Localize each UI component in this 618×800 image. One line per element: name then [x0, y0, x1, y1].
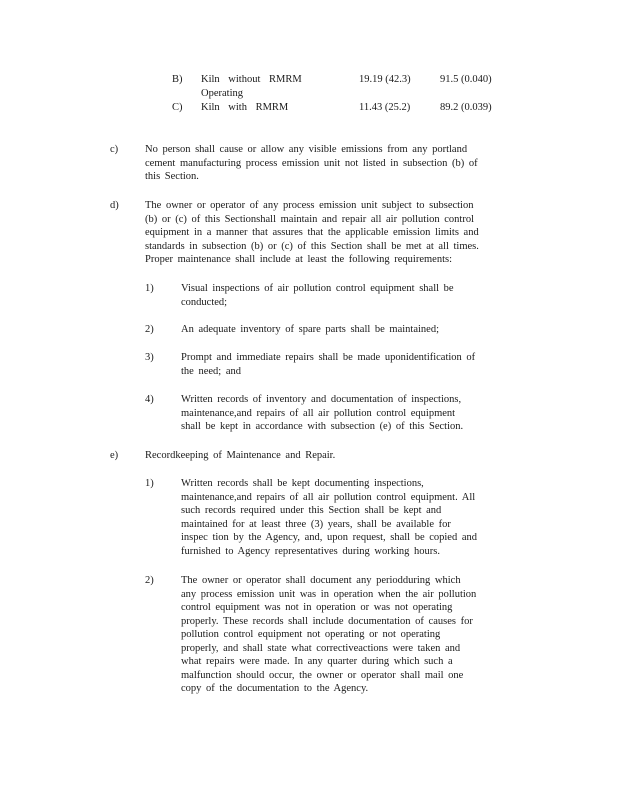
row-description: Kiln with RMRM: [201, 102, 289, 113]
row-value-1: 11.43 (25.2): [359, 102, 411, 113]
text-line: shall be kept in accordance with subsection (e) of this Section.: [181, 421, 464, 432]
text-line: such records required under this Section shall be kept and: [181, 505, 442, 516]
text-line: furnished to Agency representatives during working hours.: [181, 545, 440, 557]
text-line: The owner or operator shall document any periodduring which: [181, 575, 461, 586]
text-line: Prompt and immediate repairs shall be made uponidentification of: [181, 352, 476, 363]
text-line: equipment in a manner that assures that the applicable emission limits and: [145, 227, 479, 238]
text-line: pollution control equipment not operating or not operating: [181, 629, 441, 640]
table-row: [0, 73, 618, 101]
text-line: An adequate inventory of spare parts shall be maintained;: [181, 324, 440, 335]
row-label: B): [172, 74, 183, 85]
text-line: Written records of inventory and documentation of inspections,: [181, 394, 462, 405]
text-line: this Section.: [145, 171, 199, 182]
item-text: [181, 351, 503, 378]
text-line: Proper maintenance shall include at least the following requirements:: [145, 254, 452, 265]
text-line: cement manufacturing process emission unit not listed in subsection (b) of: [145, 157, 478, 169]
item-label: 3): [145, 352, 154, 363]
item-text: [181, 323, 503, 337]
text-line: properly. These records shall include documentation of causes for: [181, 615, 473, 627]
text-line: malfunction should occur, the owner or operator shall mail one: [181, 669, 464, 681]
item-text: [181, 282, 503, 309]
text-line: conducted;: [181, 296, 228, 308]
text-line: (b) or (c) of this Sectionshall maintain and repair all air pollution control: [145, 213, 474, 225]
section-label: e): [110, 450, 119, 461]
text-line: copy of the documentation to the Agency.: [181, 683, 369, 694]
section-text: [145, 143, 505, 184]
item-label: 4): [145, 394, 154, 405]
text-line: Recordkeeping of Maintenance and Repair.: [145, 450, 336, 461]
text-line: standards in subsection (b) or (c) of this Section shall be met at all times.: [145, 240, 479, 252]
item-label: 2): [145, 575, 154, 586]
text-line: No person shall cause or allow any visible emissions from any portland: [145, 144, 468, 155]
row-value-1: 19.19 (42.3): [359, 74, 411, 85]
text-line: Visual inspections of air pollution control equipment shall be: [181, 283, 454, 294]
section-text: [145, 449, 505, 463]
section-label: c): [110, 144, 119, 155]
row-value-2: 89.2 (0.039): [440, 102, 492, 113]
row-description: Kiln without RMRM Operating: [201, 74, 302, 99]
text-line: control equipment was not in operation or was not operating: [181, 602, 453, 613]
item-label: 2): [145, 324, 154, 335]
row-label: C): [172, 102, 183, 113]
text-line: what repairs were made. In any quarter during which such a: [181, 656, 453, 667]
item-label: 1): [145, 283, 154, 294]
item-text: [181, 574, 503, 696]
text-line: Written records shall be kept documenting inspections,: [181, 478, 424, 489]
text-line: maintained for at least three (3) years, shall be available for: [181, 518, 451, 530]
text-line: the need; and: [181, 365, 241, 377]
text-line: properly, and shall state what correctiveactions were taken and: [181, 642, 461, 654]
item-text: [181, 393, 503, 434]
text-line: maintenance,and repairs of all air pollution control equipment: [181, 407, 456, 419]
item-text: [181, 477, 503, 558]
text-line: The owner or operator of any process emission unit subject to subsection: [145, 200, 474, 211]
section-label: d): [110, 200, 119, 211]
text-line: inspec tion by the Agency, and, upon request, shall be copied and: [181, 532, 477, 543]
section-text: [145, 199, 505, 267]
table-row: [0, 101, 618, 129]
text-line: maintenance,and repairs of all air pollution control equipment. All: [181, 491, 476, 503]
text-line: any process emission unit was in operation when the air pollution: [181, 588, 477, 600]
item-label: 1): [145, 478, 154, 489]
row-value-2: 91.5 (0.040): [440, 74, 492, 85]
